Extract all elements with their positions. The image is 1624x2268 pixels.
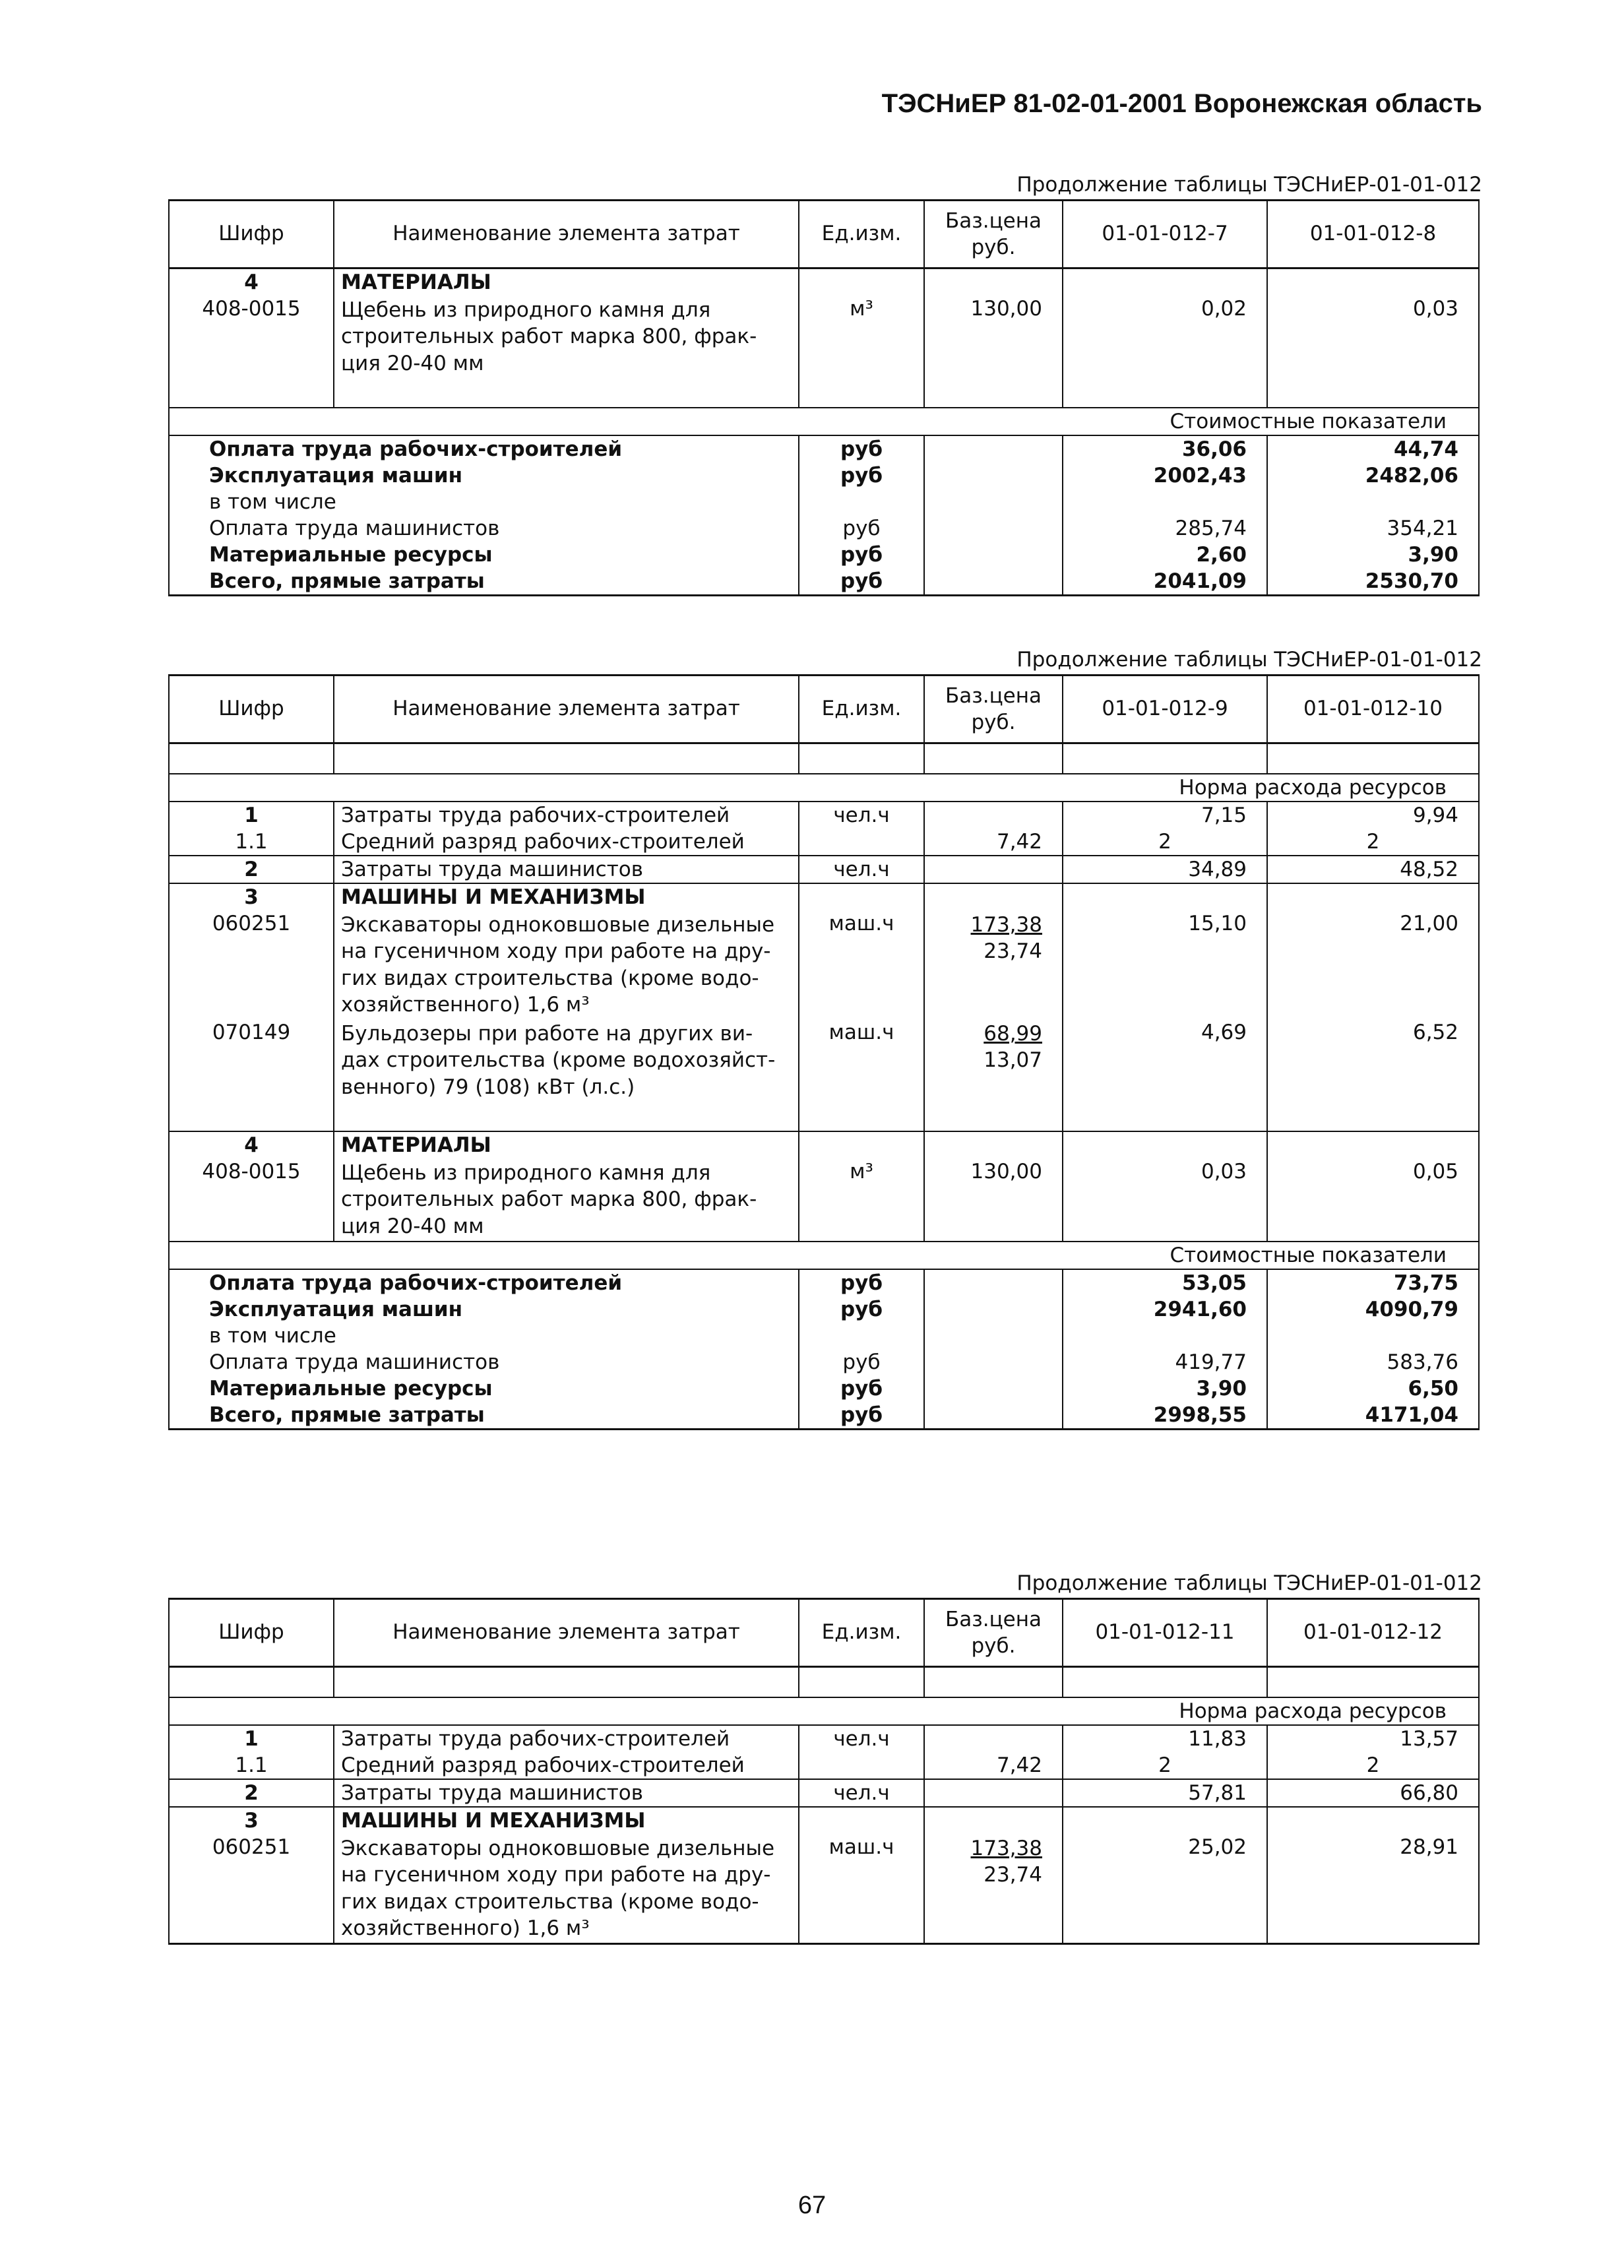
table-row: 2 Затраты труда машинистов чел.ч 34,89 48,52 [169, 856, 1479, 883]
col-price-header: Баз.цена руб. [924, 1599, 1063, 1667]
col-unit-header: Ед.изм. [799, 676, 924, 743]
col-b-header: 01-01-012-8 [1267, 201, 1479, 268]
table-row: 1 Затраты труда рабочих-строителей чел.ч 11,83 13,57 [169, 1725, 1479, 1752]
table-row: 3 МАШИНЫ И МЕХАНИЗМЫ [169, 1807, 1479, 1834]
col-name-header: Наименование элемента затрат [334, 676, 799, 743]
table-row: в том числе [169, 489, 1479, 515]
norm-header-row: Норма расхода ресурсов [169, 1697, 1479, 1725]
table-row: Материальные ресурсы руб 3,90 6,50 [169, 1375, 1479, 1402]
col-price-header: Баз.цена руб. [924, 676, 1063, 743]
col-unit-header: Ед.изм. [799, 1599, 924, 1667]
table-row: 408-0015 Щебень из природного камня для строительных работ марка 800, фрак- ция 20-40 мм м³ 130,00 0,02 0,03 [169, 296, 1479, 378]
cost-header-row: Стоимостные показатели [169, 408, 1479, 435]
table2 [168, 674, 1480, 1430]
table1 [168, 199, 1480, 596]
document-header: ТЭСНиЕР 81-02-01-2001 Воронежская область [881, 89, 1482, 118]
table-row: 060251 Экскаваторы одноковшовые дизельные на гусеничном ходу при работе на дру- гих видах строительства (кроме водо- хозяйственного) 1,6 м³ маш.ч 173,38 23,74 15,10 21,00 [169, 910, 1479, 1019]
table-row: 4 МАТЕРИАЛЫ [169, 1131, 1479, 1158]
table-row: 4 МАТЕРИАЛЫ [169, 268, 1479, 296]
page-number: 67 [797, 2191, 827, 2219]
table3-caption: Продолжение таблицы ТЭСНиЕР-01-01-012 [1016, 1571, 1482, 1595]
table-row: Оплата труда рабочих-строителей руб 36,06 44,74 [169, 435, 1479, 462]
table-row: 3 МАШИНЫ И МЕХАНИЗМЫ [169, 883, 1479, 910]
col-a-header: 01-01-012-11 [1063, 1599, 1267, 1667]
col-b-header: 01-01-012-10 [1267, 676, 1479, 743]
table-row: 2 Затраты труда машинистов чел.ч 57,81 66,80 [169, 1779, 1479, 1807]
table1-header-row [169, 201, 1479, 268]
table-row: Всего, прямые затраты руб 2041,09 2530,70 [169, 568, 1479, 596]
table-row: 1 Затраты труда рабочих-строителей чел.ч 7,15 9,94 [169, 802, 1479, 829]
table-row: Оплата труда рабочих-строителей руб 53,05 73,75 [169, 1269, 1479, 1296]
col-name-header: Наименование элемента затрат [334, 201, 799, 268]
table2-header-row [169, 676, 1479, 743]
col-price-header: Баз.цена руб. [924, 201, 1063, 268]
table3-header-row [169, 1599, 1479, 1667]
table1-caption: Продолжение таблицы ТЭСНиЕР-01-01-012 [1016, 173, 1482, 197]
col-unit-header: Ед.изм. [799, 201, 924, 268]
table-row: 408-0015 Щебень из природного камня для строительных работ марка 800, фрак- ция 20-40 мм м³ 130,00 0,03 0,05 [169, 1158, 1479, 1242]
table-row: в том числе [169, 1323, 1479, 1349]
col-code-header: Шифр [169, 676, 334, 743]
col-code-header: Шифр [169, 1599, 334, 1667]
col-a-header: 01-01-012-9 [1063, 676, 1267, 743]
table-row: 070149 Бульдозеры при работе на других ви- дах строительства (кроме водохозяйст- венного) 79 (108) кВт (л.с.) маш.ч 68,99 13,07 4,69 6,52 [169, 1019, 1479, 1102]
table-row: Оплата труда машинистов руб 285,74 354,21 [169, 515, 1479, 542]
norm-header-row: Норма расхода ресурсов [169, 774, 1479, 802]
col-code-header: Шифр [169, 201, 334, 268]
col-name-header: Наименование элемента затрат [334, 1599, 799, 1667]
table-row: 1.1 Средний разряд рабочих-строителей 7,42 2 2 [169, 829, 1479, 856]
table-row: Оплата труда машинистов руб 419,77 583,76 [169, 1349, 1479, 1375]
table-row: Всего, прямые затраты руб 2998,55 4171,04 [169, 1402, 1479, 1430]
table-row: Эксплуатация машин руб 2002,43 2482,06 [169, 462, 1479, 489]
table-row: Материальные ресурсы руб 2,60 3,90 [169, 542, 1479, 568]
cost-header-row: Стоимостные показатели [169, 1242, 1479, 1269]
table-row: Эксплуатация машин руб 2941,60 4090,79 [169, 1296, 1479, 1323]
col-b-header: 01-01-012-12 [1267, 1599, 1479, 1667]
table-row: 060251 Экскаваторы одноковшовые дизельные на гусеничном ходу при работе на дру- гих видах строительства (кроме водо- хозяйственного) 1,6 м³ маш.ч 173,38 23,74 25,02 28,91 [169, 1834, 1479, 1944]
col-a-header: 01-01-012-7 [1063, 201, 1267, 268]
table3 [168, 1598, 1480, 1945]
table2-caption: Продолжение таблицы ТЭСНиЕР-01-01-012 [1016, 648, 1482, 672]
table-row: 1.1 Средний разряд рабочих-строителей 7,42 2 2 [169, 1752, 1479, 1779]
